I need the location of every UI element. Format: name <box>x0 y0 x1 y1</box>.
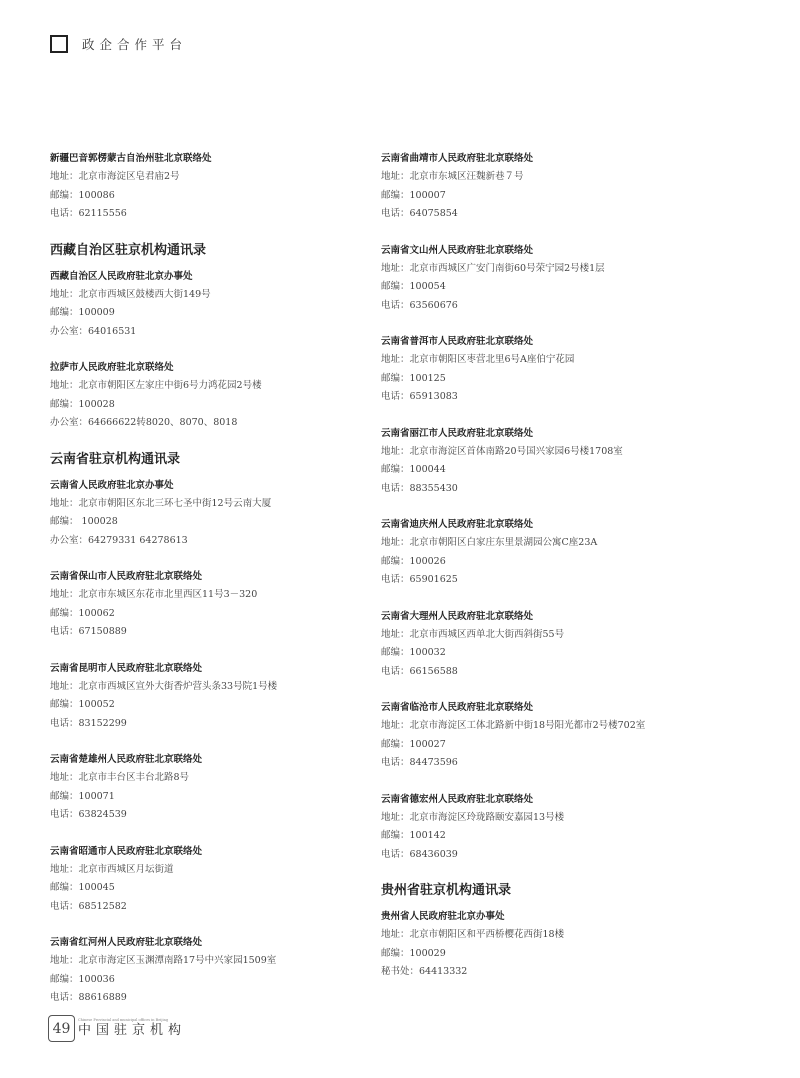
entry-detail-line: 电话：67150889 <box>50 626 127 637</box>
footer-text <box>78 1018 186 1039</box>
footer-book-title: 中国驻京机构 <box>78 1023 187 1038</box>
entry-detail-line: 办公室：64279331 64278613 <box>50 534 188 546</box>
entry-detail-line: 邮编：100044 <box>381 464 446 475</box>
entry-title: 云南省普洱市人民政府驻北京联络处 <box>381 336 534 347</box>
entry-detail-line: 邮编：100026 <box>381 555 446 567</box>
entry-detail-line: 办公室：64016531 <box>50 325 137 337</box>
directory-entry <box>381 608 711 682</box>
header-title: 政企合作平台 <box>82 37 188 52</box>
page-number: 49 <box>48 1015 75 1042</box>
directory-entry <box>50 268 380 342</box>
entry-detail-line: 电话：63560676 <box>381 299 458 311</box>
entry-detail-line: 邮编：100027 <box>381 738 446 750</box>
entry-detail-line: 办公室：64666622转8020、8070、8018 <box>50 417 238 428</box>
entry-detail-line: 地址：北京市西城区广安门南街60号荣宁园2号楼1层 <box>381 262 605 274</box>
entry-detail-line: 邮编： 100028 <box>50 516 118 527</box>
directory-entry <box>50 660 380 734</box>
entry-detail-line: 电话：83152299 <box>50 717 127 729</box>
entry-detail-line: 电话：84473596 <box>381 757 458 768</box>
entry-detail-line: 地址：北京市朝阳区和平西桥樱花西街18楼 <box>381 929 565 940</box>
entry-detail-line: 邮编：100036 <box>50 973 115 985</box>
entry-title: 云南省曲靖市人民政府驻北京联络处 <box>381 153 534 164</box>
entry-title: 云南省大理州人民政府驻北京联络处 <box>381 610 534 622</box>
entry-detail-line: 地址：北京市东城区汪魏新巷７号 <box>381 171 524 182</box>
entry-detail-line: 地址：北京市丰台区丰台北路8号 <box>50 772 190 783</box>
entry-detail-line: 地址：北京市西城区鼓楼西大街149号 <box>50 288 211 300</box>
footer-english-caption: Chinese Provincial and municipal offices in Beijing <box>78 1018 169 1022</box>
section-heading: 西藏自治区驻京机构通讯录 <box>50 242 207 258</box>
directory-entry <box>381 699 711 773</box>
entry-detail-line: 邮编：100054 <box>381 281 446 292</box>
left-column <box>50 150 380 1026</box>
entry-detail-line: 电话：62115556 <box>50 208 127 219</box>
entry-title: 云南省楚雄州人民政府驻北京联络处 <box>50 754 203 765</box>
entry-title: 云南省迪庆州人民政府驻北京联络处 <box>381 519 534 530</box>
entry-detail-line: 地址：北京市朝阳区东北三环七圣中街12号云南大厦 <box>50 497 272 509</box>
entry-title: 云南省人民政府驻北京办事处 <box>50 479 174 491</box>
entry-title: 云南省昆明市人民政府驻北京联络处 <box>50 662 203 674</box>
directory-entry <box>381 242 711 316</box>
entry-detail-line: 地址：北京市海淀区首体南路20号国兴家园6号楼1708室 <box>381 445 623 457</box>
directory-entry <box>381 150 711 224</box>
directory-entry <box>50 477 380 551</box>
directory-entry <box>50 751 380 825</box>
entry-detail-line: 电话：68436039 <box>381 848 458 860</box>
entry-title: 云南省丽江市人民政府驻北京联络处 <box>381 427 534 439</box>
entry-title: 云南省德宏州人民政府驻北京联络处 <box>381 793 534 805</box>
entry-detail-line: 地址：北京市海定区玉渊潭南路17号中兴家园1509室 <box>50 955 277 966</box>
entry-detail-line: 电话：63824539 <box>50 809 127 820</box>
entry-detail-line: 邮编：100125 <box>381 372 446 384</box>
directory-entry <box>50 568 380 642</box>
entry-detail-line: 电话：88616889 <box>50 992 127 1003</box>
entry-detail-line: 邮编：100028 <box>50 398 115 410</box>
entry-detail-line: 电话：64075854 <box>381 208 458 219</box>
entry-detail-line: 地址：北京市海淀区工体北路新中街18号阳光都市2号楼702室 <box>381 720 646 731</box>
entry-title: 新疆巴音郭楞蒙古自治州驻北京联络处 <box>50 153 212 164</box>
directory-entry <box>381 516 711 590</box>
entry-detail-line: 邮编：100086 <box>50 189 115 201</box>
entry-detail-line: 邮编：100029 <box>381 947 446 959</box>
entry-detail-line: 地址：北京市西城区月坛街道 <box>50 863 174 875</box>
entry-title: 云南省临沧市人民政府驻北京联络处 <box>381 702 534 713</box>
entry-detail-line: 邮编：100032 <box>381 647 446 658</box>
entry-detail-line: 邮编：100062 <box>50 607 115 619</box>
entry-detail-line: 地址：北京市西城区宣外大街香炉营头条33号院1号楼 <box>50 680 278 692</box>
directory-entry <box>50 150 380 224</box>
entry-title: 云南省昭通市人民政府驻北京联络处 <box>50 845 203 857</box>
entry-detail-line: 地址：北京市朝阳区白家庄东里景湖园公寓C座23A <box>381 537 598 548</box>
right-column <box>381 150 711 1000</box>
entry-detail-line: 地址：北京市海淀区皂君庙2号 <box>50 171 180 182</box>
header-square-icon <box>50 35 68 53</box>
entry-detail-line: 邮编：100009 <box>50 307 115 318</box>
page-header <box>50 35 187 53</box>
directory-entry <box>50 934 380 1008</box>
entry-title: 拉萨市人民政府驻北京联络处 <box>50 362 174 373</box>
entry-detail-line: 邮编：100142 <box>381 830 446 841</box>
directory-entry <box>381 333 711 407</box>
entry-title: 云南省文山州人民政府驻北京联络处 <box>381 244 534 256</box>
entry-detail-line: 电话：66156588 <box>381 665 458 677</box>
entry-title: 云南省红河州人民政府驻北京联络处 <box>50 937 203 948</box>
entry-title: 贵州省人民政府驻北京办事处 <box>381 911 505 922</box>
entry-detail-line: 邮编：100007 <box>381 189 446 201</box>
entry-title: 云南省保山市人民政府驻北京联络处 <box>50 571 203 582</box>
entry-detail-line: 地址：北京市朝阳区左家庄中街6号力鸿花园2号楼 <box>50 380 262 391</box>
directory-entry <box>50 843 380 917</box>
entry-detail-line: 地址：北京市朝阳区枣营北里6号A座伯宁花园 <box>381 354 575 365</box>
directory-entry <box>50 359 380 433</box>
section-heading: 贵州省驻京机构通讯录 <box>381 883 512 898</box>
entry-detail-line: 秘书处：64413332 <box>381 966 468 977</box>
entry-detail-line: 地址：北京市西城区西单北大街西斜街55号 <box>381 628 565 640</box>
directory-entry <box>381 908 711 982</box>
section-heading: 云南省驻京机构通讯录 <box>50 451 181 467</box>
entry-detail-line: 电话：65901625 <box>381 574 458 585</box>
entry-detail-line: 邮编：100045 <box>50 882 115 893</box>
entry-detail-line: 电话：68512582 <box>50 900 127 912</box>
entry-detail-line: 地址：北京市东城区东花市北里西区11号3－320 <box>50 589 258 600</box>
entry-detail-line: 电话：65913083 <box>381 391 458 402</box>
entry-detail-line: 电话：88355430 <box>381 482 458 494</box>
entry-detail-line: 邮编：100052 <box>50 699 115 710</box>
page-footer <box>48 1015 186 1042</box>
entry-detail-line: 邮编：100071 <box>50 790 115 802</box>
directory-entry <box>381 425 711 499</box>
entry-detail-line: 地址：北京市海淀区玲珑路颐安嘉园13号楼 <box>381 811 565 823</box>
directory-entry <box>381 791 711 865</box>
entry-title: 西藏自治区人民政府驻北京办事处 <box>50 270 193 282</box>
